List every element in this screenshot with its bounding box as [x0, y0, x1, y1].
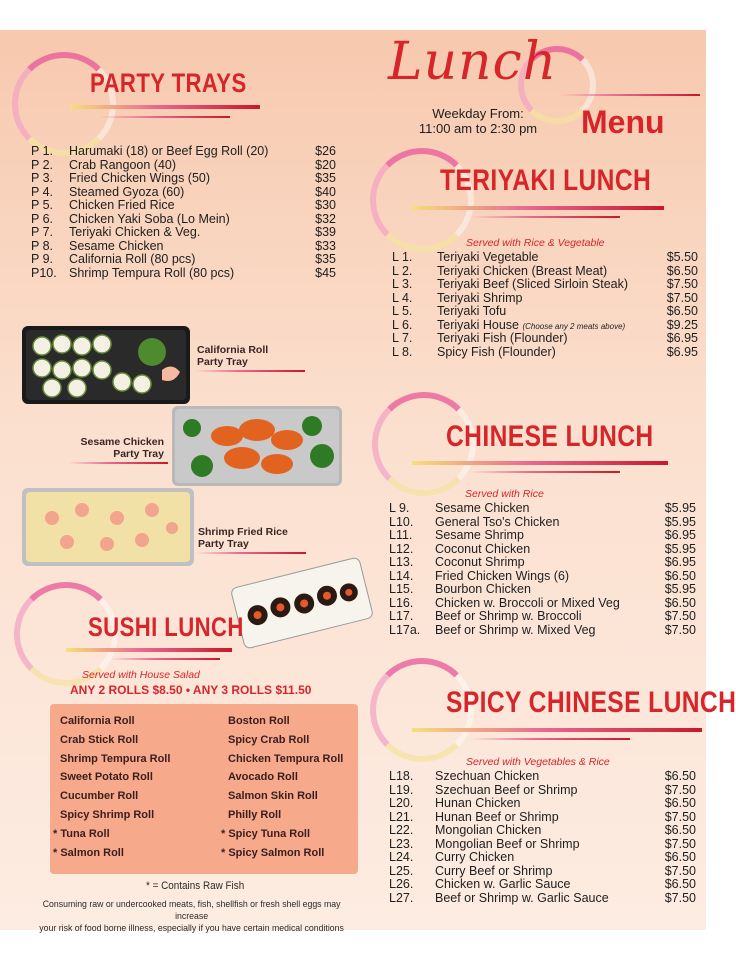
sushi-rolls-column-1	[53, 712, 171, 862]
menu-item: L 3. Teriyaki Beef (Sliced Sirloin Steak) $7.50	[392, 277, 698, 291]
menu-item: P 5. Chicken Fried Rice $30	[31, 198, 336, 212]
menu-item: L21. Hunan Beef or Shrimp $7.50	[389, 809, 696, 824]
sushi-rolls-panel	[50, 704, 358, 874]
chinese-lunch-heading: CHINESE LUNCH	[446, 420, 654, 453]
sesame-chicken-photo	[172, 406, 342, 486]
menu-item: L24. Curry Chicken $6.50	[389, 850, 696, 864]
menu-item: L12. Coconut Chicken $5.95	[389, 541, 696, 556]
menu-item: P 6. Chicken Yaki Soba (Lo Mein) $32	[31, 211, 336, 226]
heading-rule	[70, 105, 260, 109]
shrimp-fried-rice-caption: Shrimp Fried Rice Party Tray	[198, 526, 288, 550]
menu-item: L17a. Beef or Shrimp w. Mixed Veg $7.50	[389, 622, 696, 637]
sushi-roll-item: Crab Stick Roll	[60, 733, 139, 746]
spicy-list	[389, 770, 696, 905]
menu-item: L13. Coconut Shrimp $6.95	[389, 555, 696, 569]
menu-item: P 3. Fried Chicken Wings (50) $35	[31, 171, 336, 185]
menu-item: L26. Chicken w. Garlic Sauce $6.50	[389, 877, 696, 891]
menu-item: P 9. California Roll (80 pcs) $35	[31, 252, 336, 266]
menu-item: P 8. Sesame Chicken $33	[31, 238, 336, 253]
menu-item: L18. Szechuan Chicken $6.50	[389, 769, 696, 783]
heading-rule	[412, 461, 668, 465]
california-roll-photo	[22, 326, 190, 404]
heading-rule	[470, 216, 620, 218]
menu-item: P 2. Crab Rangoon (40) $20	[31, 157, 336, 172]
caption-rule	[196, 552, 306, 554]
menu-item: L17. Beef or Shrimp w. Broccoli $7.50	[389, 609, 696, 623]
hours-time: 11:00 am to 2:30 pm	[418, 121, 538, 136]
sushi-roll-item: Avocado Roll	[228, 771, 298, 784]
teriyaki-served-note: Served with Rice & Vegetable	[466, 237, 605, 249]
menu-subtitle: Menu	[581, 104, 665, 140]
sushi-roll-item: Sweet Potato Roll	[60, 771, 153, 784]
lunch-title: Lunch	[388, 32, 558, 92]
sushi-roll-item: Spicy Crab Roll	[228, 733, 310, 746]
menu-item: P10. Shrimp Tempura Roll (80 pcs) $45	[31, 265, 336, 280]
sushi-roll-item: California Roll	[60, 715, 135, 727]
sushi-rolls-column-2	[221, 712, 344, 862]
heading-rule	[66, 648, 232, 652]
menu-item: L27. Beef or Shrimp w. Garlic Sauce $7.50	[389, 890, 696, 905]
menu-item: L15. Bourbon Chicken $5.95	[389, 582, 696, 596]
sushi-roll-item: Cucumber Roll	[60, 790, 139, 803]
menu-item: L 8. Spicy Fish (Flounder) $6.95	[392, 344, 698, 359]
sushi-photo	[226, 547, 378, 659]
menu-item: L20. Hunan Chicken $6.50	[389, 796, 696, 810]
menu-item: P 1. Harumaki (18) or Beef Egg Roll (20) $26	[31, 144, 336, 158]
heading-rule	[110, 658, 220, 660]
party-trays-list	[31, 145, 336, 280]
sushi-promo: ANY 2 ROLLS $8.50 • ANY 3 ROLLS $11.50	[70, 683, 312, 697]
menu-item: L22. Mongolian Chicken $6.50	[389, 823, 696, 837]
sushi-roll-item: Shrimp Tempura Roll	[60, 752, 171, 765]
menu-item: P 4. Steamed Gyoza (60) $40	[31, 184, 336, 199]
chinese-served-note: Served with Rice	[465, 488, 544, 500]
teriyaki-lunch-heading: TERIYAKI LUNCH	[440, 164, 652, 197]
heading-rule	[100, 116, 230, 118]
sesame-chicken-caption: Sesame Chicken Party Tray	[80, 436, 164, 460]
sushi-lunch-heading: SUSHI LUNCH	[88, 612, 244, 642]
sushi-roll-item: Philly Roll	[228, 808, 282, 821]
menu-item: L 2. Teriyaki Chicken (Breast Meat) $6.50	[392, 263, 698, 278]
menu-item: L 1. Teriyaki Vegetable $5.50	[392, 250, 698, 264]
sushi-roll-item: Boston Roll	[228, 715, 290, 727]
sushi-roll-item: * Spicy Salmon Roll	[221, 846, 325, 859]
sushi-served-note: Served with House Salad	[82, 669, 200, 681]
sushi-roll-item: Salmon Skin Roll	[228, 790, 318, 803]
teriyaki-list	[392, 251, 698, 359]
menu-item: L10. General Tso's Chicken $5.95	[389, 514, 696, 529]
party-trays-heading: PARTY TRAYS	[90, 68, 247, 98]
menu-item: L 7. Teriyaki Fish (Flounder) $6.95	[392, 331, 698, 345]
heading-rule	[412, 728, 702, 732]
menu-item: L14. Fried Chicken Wings (6) $6.50	[389, 568, 696, 583]
sushi-roll-item: * Spicy Tuna Roll	[221, 827, 311, 840]
menu-item: L25. Curry Beef or Shrimp $7.50	[389, 863, 696, 878]
heading-rule	[470, 738, 630, 740]
california-roll-caption: California Roll Party Tray	[197, 344, 269, 368]
menu-item: L16. Chicken w. Broccoli or Mixed Veg $6.50	[389, 595, 696, 610]
hours-label: Weekday From:	[432, 106, 524, 121]
menu-item: L19. Szechuan Beef or Shrimp $7.50	[389, 782, 696, 797]
menu-item: L 9. Sesame Chicken $5.95	[389, 501, 696, 515]
chinese-list	[389, 502, 696, 637]
raw-fish-legend: * = Contains Raw Fish	[146, 880, 245, 892]
heading-rule	[412, 206, 664, 210]
menu-item: L 6. Teriyaki House (Choose any 2 meats above) $9.25	[392, 317, 698, 332]
sushi-roll-item: * Tuna Roll	[53, 827, 110, 840]
menu-page	[0, 30, 736, 934]
caption-rule	[195, 370, 305, 372]
shrimp-fried-rice-photo	[22, 488, 194, 566]
sushi-roll-item: Chicken Tempura Roll	[228, 752, 344, 765]
menu-item: L23. Mongolian Beef or Shrimp $7.50	[389, 836, 696, 851]
sushi-roll-item: * Salmon Roll	[53, 846, 124, 859]
menu-item: L 4. Teriyaki Shrimp $7.50	[392, 290, 698, 305]
menu-item: L11. Sesame Shrimp $6.95	[389, 528, 696, 542]
spicy-chinese-lunch-heading: SPICY CHINESE LUNCH	[446, 686, 736, 719]
heading-rule	[470, 471, 620, 473]
health-disclaimer: Consuming raw or undercooked meats, fish, shellfish or fresh shell eggs may increase your risk of food borne illness, especially if you have certain medical conditions	[39, 899, 344, 934]
header-rule	[560, 94, 700, 96]
caption-rule	[68, 462, 168, 464]
menu-item: P 7. Teriyaki Chicken & Veg. $39	[31, 225, 336, 239]
spicy-served-note: Served with Vegetables & Rice	[466, 756, 610, 768]
sushi-roll-item: Spicy Shrimp Roll	[60, 808, 155, 821]
menu-item: L 5. Teriyaki Tofu $6.50	[392, 304, 698, 318]
